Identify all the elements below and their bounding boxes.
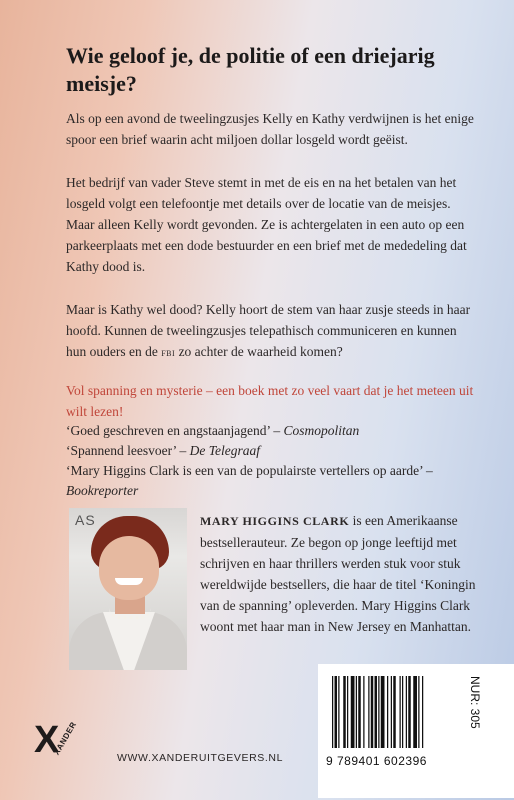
fbi-abbreviation: fbi <box>161 347 176 359</box>
barcode <box>330 676 468 748</box>
photo-pearls <box>109 608 151 619</box>
barcode-bar <box>338 676 339 748</box>
review-text: ‘Goed geschreven en angstaanjagend’ <box>66 423 271 438</box>
barcode-bar <box>378 676 379 748</box>
barcode-bar <box>375 676 378 748</box>
review-dash: – <box>270 423 284 438</box>
barcode-bar <box>368 676 369 748</box>
review-dash: – <box>176 443 190 458</box>
nur-code <box>466 676 482 756</box>
nur-code-text: NUR: 305 <box>468 676 482 729</box>
author-bio <box>200 510 478 637</box>
barcode-bar <box>400 676 401 748</box>
barcode-bar <box>343 676 346 748</box>
author-bio-text: is een Amerikaanse bestsellerauteur. Ze begon op jonge leeftijd met schrijven en haar thrillers werden stuk voor stuk wereldwijde bestsellers, die haar de titel ‘Koningin van de spanning’ opleverden. Mary Higgins Clark woont met haar man in New Jersey en Manhattan. <box>200 513 476 634</box>
photo-face <box>99 536 159 600</box>
review-list <box>66 421 478 501</box>
headline: Wie geloof je, de politie of een driejarig meisje? <box>66 43 435 96</box>
review-quote <box>66 441 478 461</box>
barcode-area <box>318 664 514 798</box>
author-photo <box>69 508 187 670</box>
barcode-bar <box>387 676 388 748</box>
review-text: ‘Mary Higgins Clark is een van de populairste vertellers op aarde’ <box>66 463 423 478</box>
pitch-text: Vol spanning en mysterie – een boek met zo veel vaart dat je het meteen uit wilt lezen! <box>66 383 474 419</box>
author-name: MARY HIGGINS CLARK <box>200 514 350 528</box>
photo-background-letters: AS <box>75 512 96 528</box>
review-quote <box>66 421 478 441</box>
isbn-number: 9 789401 602396 <box>326 754 427 768</box>
barcode-bar <box>351 676 355 748</box>
synopsis-paragraph-3-end: zo achter de waarheid komen? <box>175 344 343 359</box>
synopsis-paragraph-3 <box>66 299 478 364</box>
barcode-bar <box>418 676 419 748</box>
publisher-url: WWW.XANDERUITGEVERS.NL <box>117 752 284 764</box>
review-text: ‘Spannend leesvoer’ <box>66 443 177 458</box>
review-quote <box>66 461 478 501</box>
synopsis-paragraph-2: Het bedrijf van vader Steve stemt in met de eis en na het betalen van het losgeld volgt een telefoontje met details over de locatie van de meisjes. Maar alleen Kelly wordt gevonden. Ze is achtergelaten in een auto op een parkeerplaats met een dode bestuurder en een brief met de mededeling dat Kathy dood is. <box>66 175 467 274</box>
review-source: Cosmopolitan <box>283 423 360 438</box>
barcode-bar <box>413 676 417 748</box>
barcode-bar <box>381 676 385 748</box>
barcode-bar <box>356 676 357 748</box>
review-source: Bookreporter <box>66 483 139 498</box>
barcode-bar <box>422 676 423 748</box>
barcode-bar <box>408 676 411 748</box>
review-source: De Telegraaf <box>189 443 260 458</box>
review-dash: – <box>422 463 433 478</box>
synopsis-paragraph-1: Als op een avond de tweelingzusjes Kelly en Kathy verdwijnen is het enige spoor een brief waarin acht miljoen dollar losgeld wordt geëist. <box>66 111 474 147</box>
publisher-logo <box>34 719 79 782</box>
barcode-bar <box>391 676 392 748</box>
barcode-bar <box>347 676 348 748</box>
synopsis-paragraph-3-start: Maar is Kathy wel dood? Kelly hoort de stem van haar zusje steeds in haar hoofd. Kunnen de tweelingzusjes telepathisch communiceren en kunnen hun ouders en de <box>66 302 471 359</box>
barcode-bar <box>393 676 396 748</box>
photo-smile <box>115 578 143 585</box>
barcode-bar <box>332 676 333 748</box>
barcode-bar <box>406 676 407 748</box>
barcode-bar <box>371 676 374 748</box>
barcode-bar <box>358 676 361 748</box>
publisher-logo-mark: X <box>34 719 60 761</box>
barcode-bar <box>402 676 403 748</box>
barcode-bar <box>335 676 338 748</box>
publisher-logo-word: XANDER <box>52 720 79 757</box>
barcode-bar <box>363 676 364 748</box>
